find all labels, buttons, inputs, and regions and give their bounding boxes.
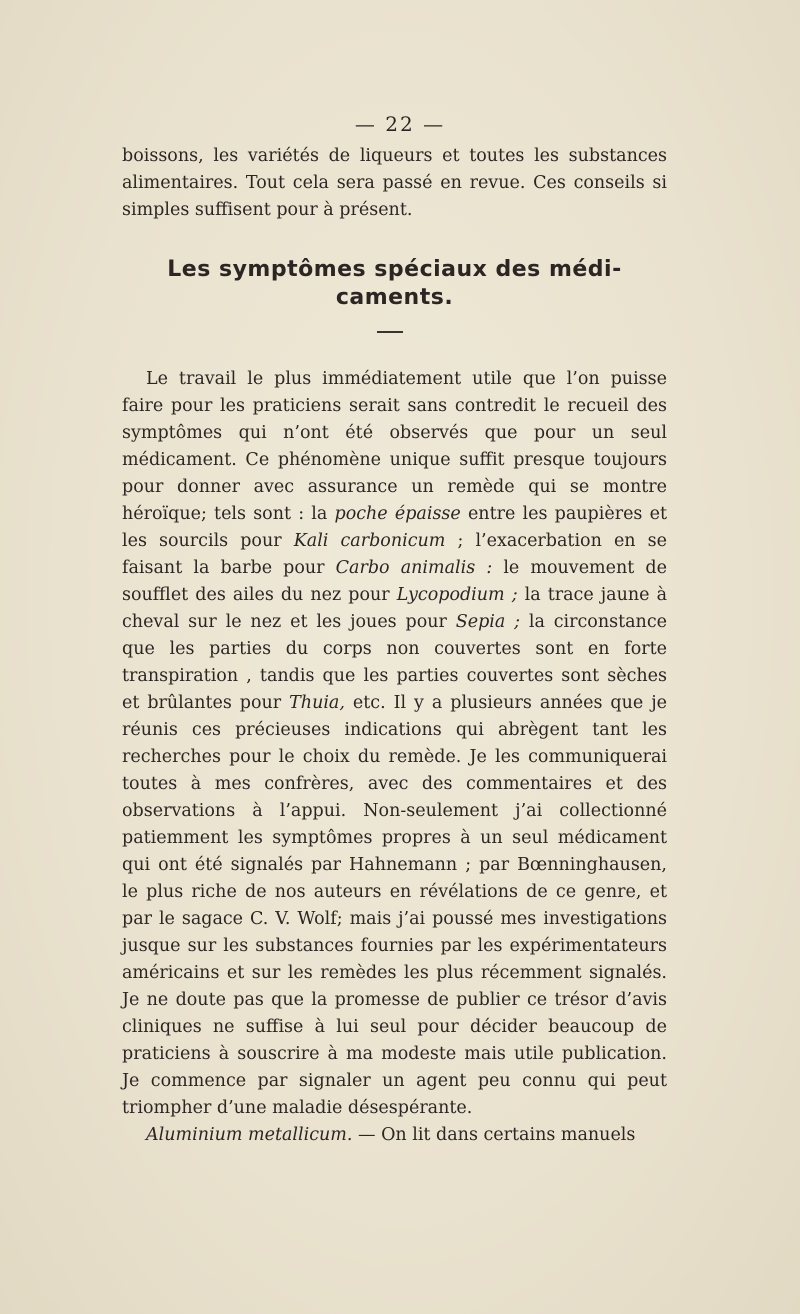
text-run: entre les paupières et les sourcils pour — [122, 504, 667, 551]
italic-term: Aluminium metallicum. — [146, 1125, 353, 1145]
italic-term: Sepia ; — [455, 612, 521, 632]
text-run: la circonstance que les parties du corps non couvertes sont en forte transpiration , tandis que les parties couvertes sont sèches et brûlantes pour — [122, 612, 667, 713]
text-run: le mouvement de soufflet des ailes du nez pour — [122, 558, 667, 605]
italic-term: poche épaisse — [334, 504, 461, 524]
italic-term: Thuia, — [289, 693, 345, 713]
paragraph-2 — [122, 1122, 667, 1149]
italic-term: Kali carbonicum — [293, 531, 446, 551]
page-number: — 22 — — [354, 112, 446, 136]
text-run: ; l’exacerbation en se faisant la barbe pour — [122, 531, 667, 578]
text-run: Le travail le plus immédiatement utile que l’on puisse faire pour les praticiens serait sans contredit le recueil des symptômes qui n’ont été observés que pour un seul médicament. Ce phénomène unique suffit presque toujours pour donner avec assurance un remède qui se montre héroïque; tels sont : la — [122, 369, 667, 524]
text-run: la trace jaune à cheval sur le nez et les joues pour — [122, 585, 667, 632]
heading-line-2: caments. — [335, 285, 454, 310]
top-paragraph — [122, 143, 667, 224]
section-divider — [377, 331, 403, 333]
text-run: etc. Il y a plusieurs années que je réunis ces précieuses indications qui abrègent tant les recherches pour le choix du remède. Je les communiquerai toutes à mes confrères, avec des commentaires et des observations à l’appui. Non-seulement j’ai collectionné patiemment les symptômes propres à un seul médicament qui ont été signalés par Hahnemann ; par Bœnninghausen, le plus riche de nos auteurs en révélations de ce genre, et par le sagace C. V. Wolf; mais j’ai poussé mes investigations jusque sur les substances fournies par les expérimentateurs américains et sur les remèdes les plus récemment signalés. Je ne doute pas que la promesse de publier ce trésor d’avis cliniques ne suffise à lui seul pour décider beaucoup de praticiens à souscrire à ma modeste mais utile publication. Je commence par signaler un agent peu connu qui peut triompher d’une maladie désespérante. — [122, 693, 667, 1118]
italic-term: Carbo animalis : — [335, 558, 493, 578]
paragraph-1 — [122, 366, 667, 1122]
paragraph-text: boissons, les variétés de liqueurs et toutes les substances alimentaires. Tout cela sera passé en revue. Ces conseils si simples suffisent pour à présent. — [122, 146, 667, 220]
italic-term: Lycopodium ; — [396, 585, 518, 605]
body-text — [122, 366, 667, 1149]
heading-line-1: Les symptômes spéciaux des médi- — [167, 257, 622, 282]
text-run: — On lit dans certains manuels — [352, 1125, 636, 1145]
section-heading — [122, 256, 667, 312]
